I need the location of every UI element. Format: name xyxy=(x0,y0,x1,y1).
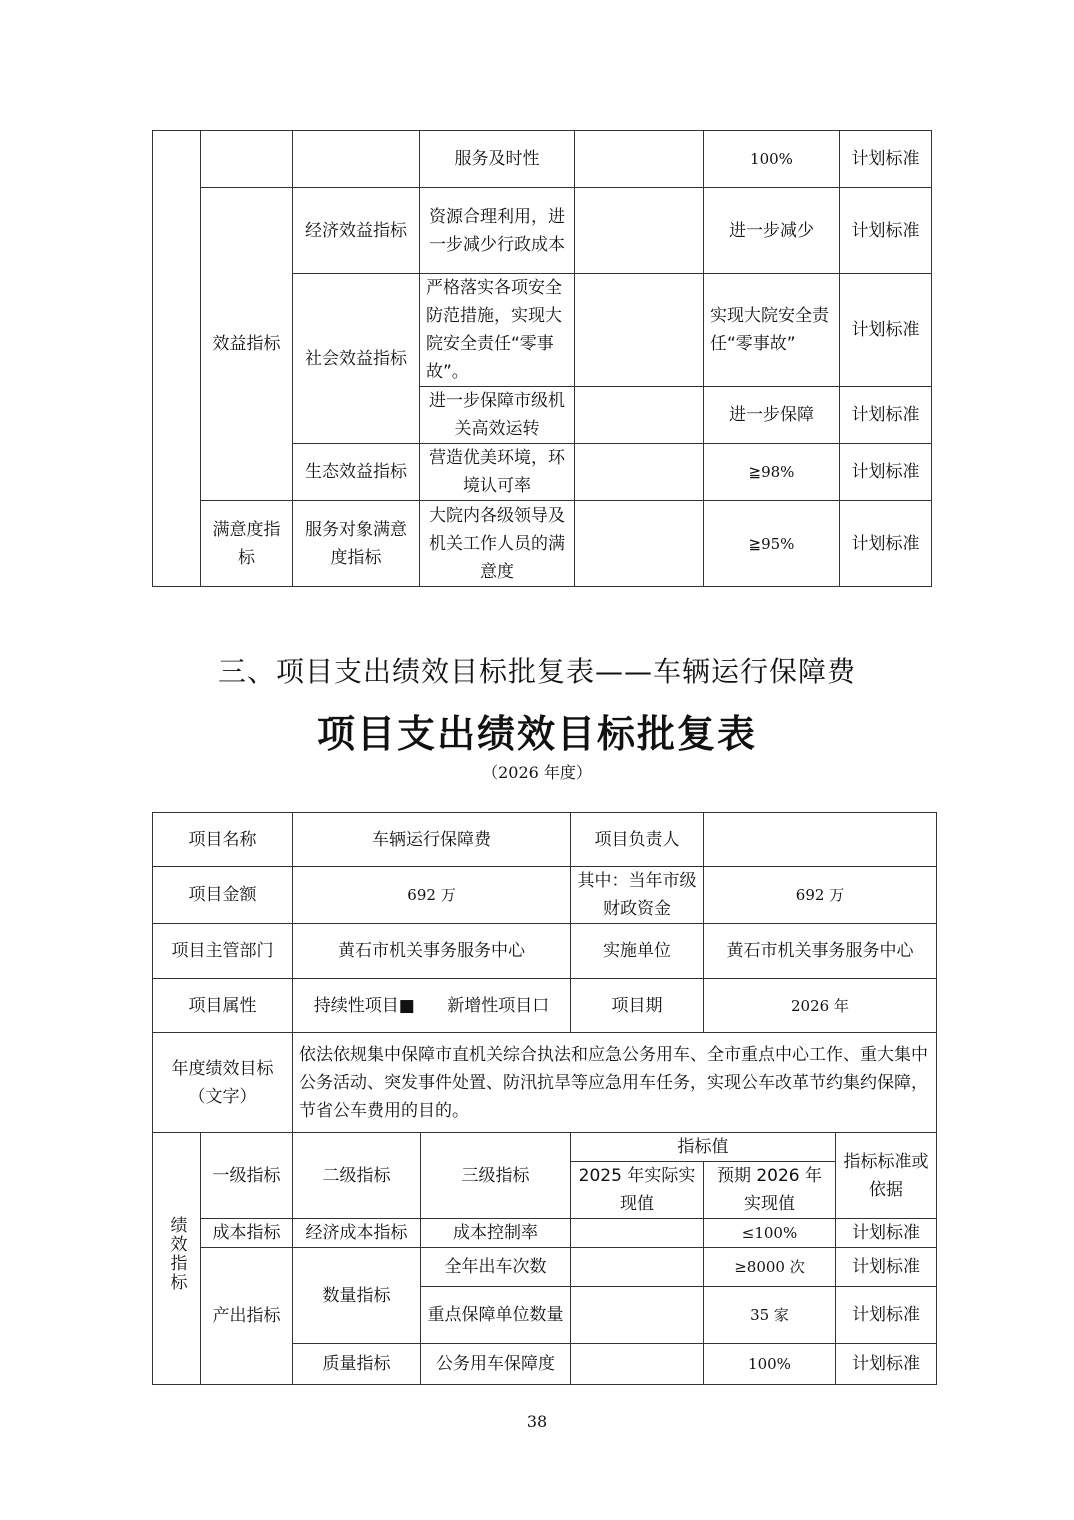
impl-value: 黄石市机关事务服务中心 xyxy=(704,924,937,979)
project-amount-value: 692 万 xyxy=(293,867,571,924)
l1-cell xyxy=(201,131,293,188)
year-note: （2026 年度） xyxy=(482,763,592,782)
page-number: 38 xyxy=(526,1412,548,1431)
l3-cell: 进一步保障市级机关高效运转 xyxy=(420,387,575,444)
l3-cell: 服务及时性 xyxy=(420,131,575,188)
period-label: 项目期 xyxy=(571,979,704,1033)
row-expected: ≤100% xyxy=(704,1219,836,1248)
side-blank-cell xyxy=(153,131,201,587)
l3-cell: 大院内各级领导及机关工作人员的满意度 xyxy=(420,501,575,587)
fund-label: 其中：当年市级财政资金 xyxy=(571,867,704,924)
l1-cell: 效益指标 xyxy=(201,188,293,501)
row-l1: 产出指标 xyxy=(201,1248,293,1385)
l1-cell: 满意度指标 xyxy=(201,501,293,587)
row-expected: ≥8000 次 xyxy=(704,1248,836,1287)
header-value: 指标值 xyxy=(571,1133,836,1162)
project-amount-label: 项目金额 xyxy=(153,867,293,924)
row-expected: 35 家 xyxy=(704,1287,836,1344)
continuation-performance-table xyxy=(152,130,932,587)
basis-cell: 计划标准 xyxy=(840,274,932,387)
basis-cell: 计划标准 xyxy=(840,501,932,587)
perf-side-cell xyxy=(153,1133,201,1385)
basis-cell: 计划标准 xyxy=(840,444,932,501)
section-heading: 三、项目支出绩效目标批复表——车辆运行保障费 xyxy=(217,655,856,688)
row-l3: 全年出车次数 xyxy=(421,1248,571,1287)
l3-cell: 营造优美环境，环境认可率 xyxy=(420,444,575,501)
attr-new: 新增性项目口 xyxy=(447,995,550,1016)
attr-continuing: 持续性项目■ xyxy=(313,995,415,1016)
header-l1: 一级指标 xyxy=(201,1133,293,1219)
row-actual xyxy=(571,1344,704,1385)
actual-cell xyxy=(575,387,704,444)
row-l2: 质量指标 xyxy=(293,1344,421,1385)
row-actual xyxy=(571,1248,704,1287)
l2-cell xyxy=(293,131,420,188)
l2-cell: 社会效益指标 xyxy=(293,274,420,444)
l3-cell: 严格落实各项安全防范措施，实现大院安全责任“零事故”。 xyxy=(420,274,575,387)
actual-cell xyxy=(575,444,704,501)
impl-label: 实施单位 xyxy=(571,924,704,979)
period-value: 2026 年 xyxy=(704,979,937,1033)
actual-cell xyxy=(575,501,704,587)
header-l2: 二级指标 xyxy=(293,1133,421,1219)
basis-cell: 计划标准 xyxy=(840,387,932,444)
row-l3: 成本控制率 xyxy=(421,1219,571,1248)
row-actual xyxy=(571,1287,704,1344)
row-basis: 计划标准 xyxy=(836,1344,937,1385)
dept-label: 项目主管部门 xyxy=(153,924,293,979)
row-basis: 计划标准 xyxy=(836,1248,937,1287)
fund-value: 692 万 xyxy=(704,867,937,924)
approval-table xyxy=(152,812,937,1385)
attr-value xyxy=(293,979,571,1033)
goal-label: 年度绩效目标（文字） xyxy=(153,1033,293,1133)
goal-text: 依法依规集中保障市直机关综合执法和应急公务用车、全市重点中心工作、重大集中公务活动、突发事件处置、防汛抗旱等应急用车任务，实现公车改革节约集约保障，节省公车费用的目的。 xyxy=(293,1033,937,1133)
header-l3: 三级指标 xyxy=(421,1133,571,1219)
dept-value: 黄石市机关事务服务中心 xyxy=(293,924,571,979)
project-name-value: 车辆运行保障费 xyxy=(293,813,571,867)
row-expected: 100% xyxy=(704,1344,836,1385)
actual-cell xyxy=(575,274,704,387)
row-l1: 成本指标 xyxy=(201,1219,293,1248)
project-owner-value xyxy=(704,813,937,867)
target-cell: 100% xyxy=(704,131,840,188)
header-actual: 2025 年实际实现值 xyxy=(571,1162,704,1219)
l2-cell: 服务对象满意度指标 xyxy=(293,501,420,587)
row-l3: 公务用车保障度 xyxy=(421,1344,571,1385)
project-owner-label: 项目负责人 xyxy=(571,813,704,867)
actual-cell xyxy=(575,131,704,188)
row-basis: 计划标准 xyxy=(836,1287,937,1344)
attr-label: 项目属性 xyxy=(153,979,293,1033)
perf-side-label: 绩效指标 xyxy=(166,1216,187,1292)
basis-cell: 计划标准 xyxy=(840,188,932,274)
l3-cell: 资源合理利用，进一步减少行政成本 xyxy=(420,188,575,274)
row-actual xyxy=(571,1219,704,1248)
target-cell: ≧98% xyxy=(704,444,840,501)
actual-cell xyxy=(575,188,704,274)
row-l2: 经济成本指标 xyxy=(293,1219,421,1248)
l2-cell: 经济效益指标 xyxy=(293,188,420,274)
header-expected: 预期 2026 年实现值 xyxy=(704,1162,836,1219)
header-basis: 指标标准或依据 xyxy=(836,1133,937,1219)
row-basis: 计划标准 xyxy=(836,1219,937,1248)
row-l2: 数量指标 xyxy=(293,1248,421,1344)
target-cell: ≧95% xyxy=(704,501,840,587)
target-cell: 进一步保障 xyxy=(704,387,840,444)
basis-cell: 计划标准 xyxy=(840,131,932,188)
page-title: 项目支出绩效目标批复表 xyxy=(316,712,757,756)
project-name-label: 项目名称 xyxy=(153,813,293,867)
target-cell: 实现大院安全责任“零事故” xyxy=(704,274,840,387)
l2-cell: 生态效益指标 xyxy=(293,444,420,501)
target-cell: 进一步减少 xyxy=(704,188,840,274)
row-l3: 重点保障单位数量 xyxy=(421,1287,571,1344)
